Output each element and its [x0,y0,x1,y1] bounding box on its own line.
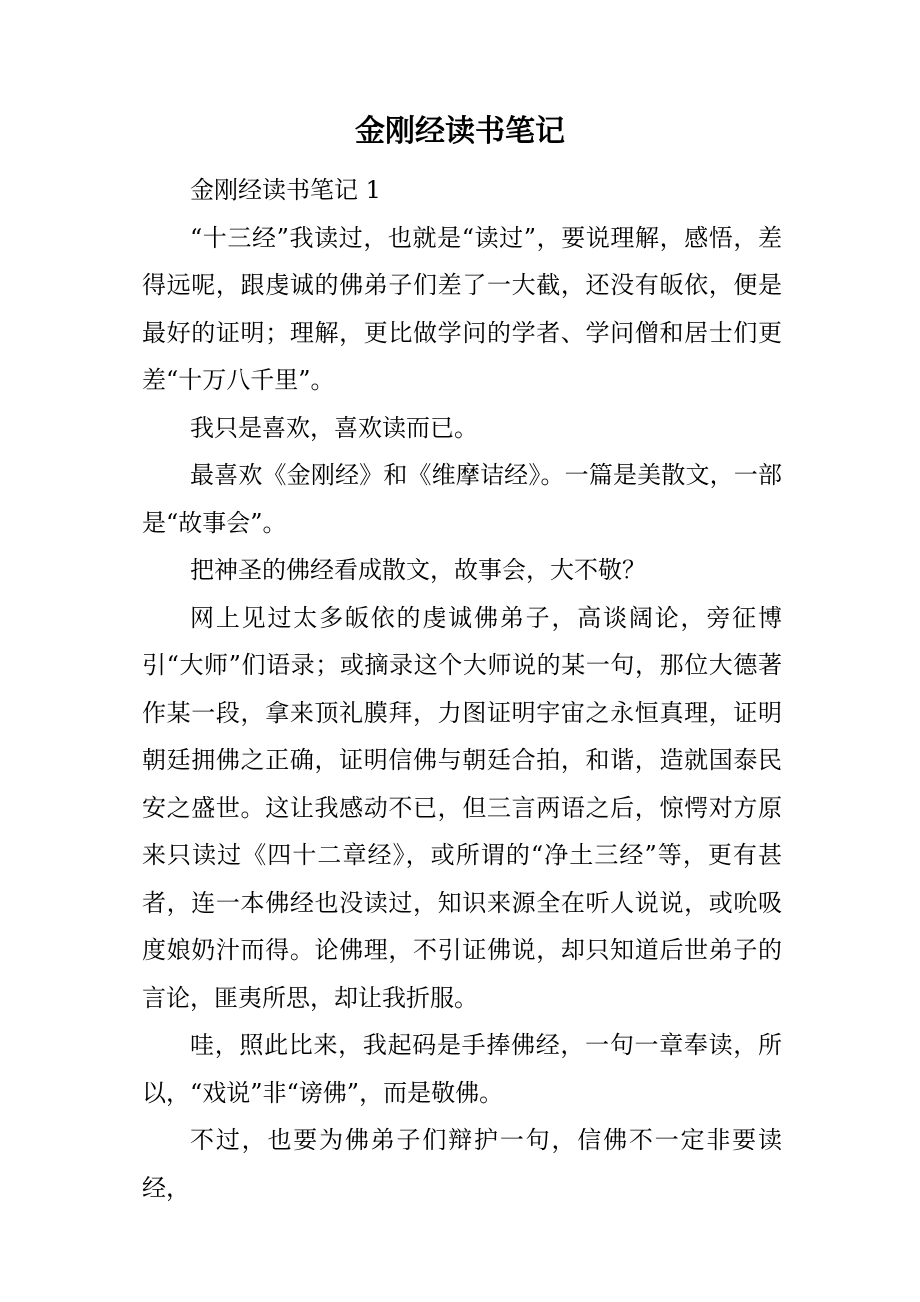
document-body [142,167,782,1212]
paragraph: 网上见过太多皈依的虔诚佛弟子，高谈阔论，旁征博引“大师”们语录；或摘录这个大师说的某一句，那位大德著作某一段，拿来顶礼膜拜，力图证明宇宙之永恒真理，证明朝廷拥佛之正确，证明信佛与朝廷合拍，和谐，造就国泰民安之盛世。这让我感动不已，但三言两语之后，惊愕对方原来只读过《四十二章经》，或所谓的“净土三经”等，更有甚者，连一本佛经也没读过，知识来源全在听人说说，或吮吸度娘奶汁而得。论佛理，不引证佛说，却只知道后世弟子的言论，匪夷所思，却让我折服。 [142,603,782,1012]
paragraph: 我只是喜欢，喜欢读而已。 [190,413,478,442]
paragraph: 最喜欢《金刚经》和《维摩诘经》。一篇是美散文，一部是“故事会”。 [142,461,782,537]
paragraph: 把神圣的佛经看成散文，故事会，大不敬？ [190,556,646,584]
document-title: 金刚经读书笔记 [355,114,565,149]
paragraph: 不过，也要为佛弟子们辩护一句，信佛不一定非要读经， [142,1126,782,1202]
paragraph: “十三经”我读过，也就是“读过”，要说理解，感悟，差得远呢，跟虔诚的佛弟子们差了一大截，还没有皈依，便是最好的证明；理解，更比做学问的学者、学问僧和居士们更差“十万八千里”。 [142,223,782,394]
section-heading: 金刚经读书笔记 1 [190,176,381,204]
paragraph: 哇，照此比来，我起码是手捧佛经，一句一章奉读，所以，“戏说”非“谤佛”，而是敬佛。 [142,1031,782,1107]
